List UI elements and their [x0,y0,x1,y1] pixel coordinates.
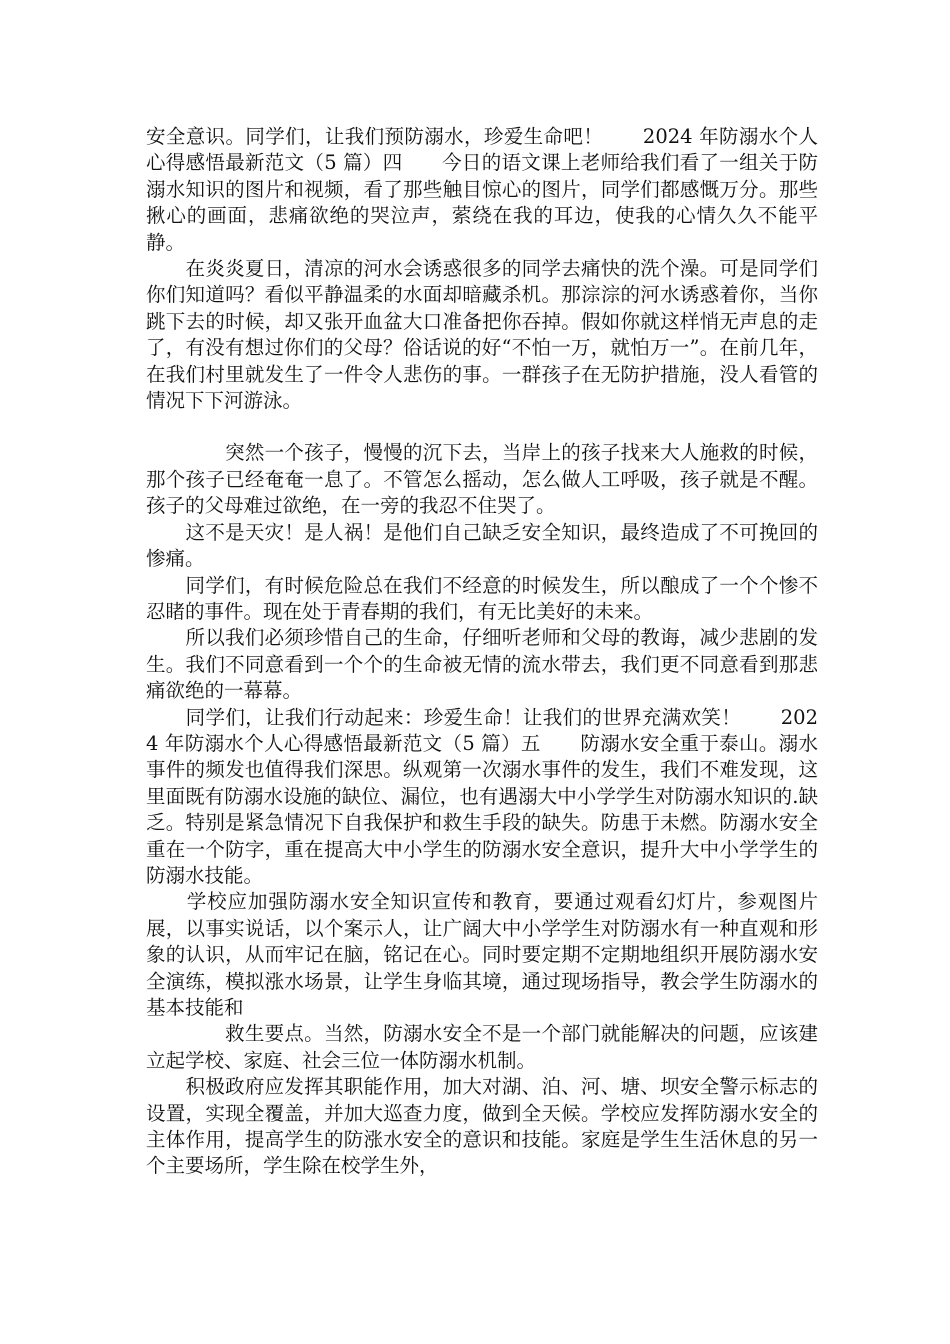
paragraph-2: 在炎炎夏日，清凉的河水会诱惑很多的同学去痛快的洗个澡。可是同学们你们知道吗？看似平静温柔的水面却暗藏杀机。那淙淙的河水诱惑着你，当你跳下去的时候，却又张开血盆大口准备把你吞掉。假如你就这样悄无声息的走了，有没有想过你们的父母？俗话说的好“不怕一万，就怕万一”。在前几年，在我们村里就发生了一件令人悲伤的事。一群孩子在无防护措施，没人看管的情况下下河游泳。 [146,257,818,413]
paragraph-8: 学校应加强防溺水安全知识宣传和教育，要通过观看幻灯片，参观图片展，以事实说话，以个案示人，让广阔大中小学学生对防溺水有一种直观和形象的认识，从而牢记在脑，铭记在心。同时要定期不定期地组织开展防溺水安全演练，模拟涨水场景，让学生身临其境，通过现场指导，教会学生防溺水的基本技能和 [146,890,818,1019]
paragraph-9: 救生要点。当然，防溺水安全不是一个部门就能解决的问题，应该建立起学校、家庭、社会三位一体防溺水机制。 [146,1022,818,1072]
paragraph-1: 安全意识。同学们，让我们预防溺水，珍爱生命吧！ 2024 年防溺水个人心得感悟最新范文（5 篇）四 今日的语文课上老师给我们看了一组关于防溺水知识的图片和视频，看了那些触目惊心的图片，同学们都感慨万分。那些揪心的画面，悲痛欲绝的哭泣声，萦绕在我的耳边，使我的心情久久不能平静。 [146,125,818,254]
paragraph-4: 这不是天灾！是人祸！是他们自己缺乏安全知识，最终造成了不可挽回的惨痛。 [146,520,818,571]
paragraph-5: 同学们，有时候危险总在我们不经意的时候发生，所以酿成了一个个惨不忍睹的事件。现在处于青春期的我们，有无比美好的未来。 [146,573,818,623]
document-body [146,124,818,1180]
paragraph-10: 积极政府应发挥其职能作用，加大对湖、泊、河、塘、坝安全警示标志的设置，实现全覆盖，并加大巡查力度，做到全天候。学校应发挥防溺水安全的主体作用，提高学生的防涨水安全的意识和技能。家庭是学生生活休息的另一个主要场所，学生除在校学生外， [146,1075,818,1178]
paragraph-6: 所以我们必须珍惜自己的生命，仔细听老师和父母的教诲，减少悲剧的发生。我们不同意看到一个个的生命被无情的流水带去，我们更不同意看到那悲痛欲绝的一幕幕。 [146,626,818,703]
paragraph-7: 同学们，让我们行动起来：珍爱生命！让我们的世界充满欢笑！ 2024 年防溺水个人心得感悟最新范文（5 篇）五 防溺水安全重于泰山。溺水事件的频发也值得我们深思。纵观第一次溺水事件的发生，我们不难发现，这里面既有防溺水设施的缺位、漏位，也有遇溺大中小学学生对防溺水知识的.缺乏。特别是紧急情况下自我保护和救生手段的缺失。防患于未燃。防溺水安全重在一个防字，重在提高大中小学生的防溺水安全意识，提升大中小学学生的防溺水技能。 [146,705,818,887]
paragraph-3: 突然一个孩子，慢慢的沉下去，当岸上的孩子找来大人施救的时候，那个孩子已经奄奄一息了。不管怎么摇动，怎么做人工呼吸，孩子就是不醒。孩子的父母难过欲绝，在一旁的我忍不住哭了。 [146,441,818,518]
